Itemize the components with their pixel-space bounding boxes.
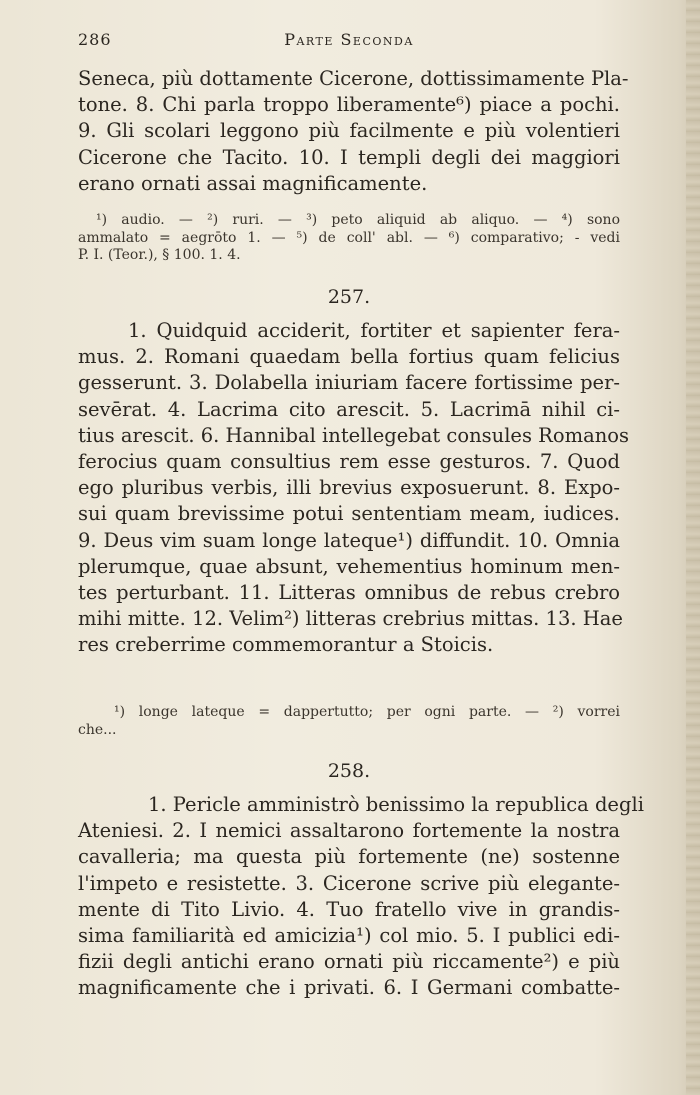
text-line: tone. 8. Chi parla troppo liberamente⁶) piace a pochi. (78, 93, 620, 117)
text-line: 9. Deus vim suam longe lateque¹) diffundit. 10. Omnia (78, 528, 620, 552)
page-number: 286 (78, 30, 112, 49)
footnote-line: P. I. (Teor.), § 100. 1. 4. (78, 247, 241, 263)
text-line: mente di Tito Livio. 4. Tuo fratello vive in grandis- (78, 897, 620, 921)
text-line: ego pluribus verbis, illi brevius exposuerunt. 8. Expo- (78, 476, 620, 500)
text-line: fizii degli antichi erano ornati più riccamente²) e più (78, 950, 620, 974)
text-line: Cicerone che Tacito. 10. I templi degli dei maggiori (78, 145, 620, 169)
page-edge (686, 0, 700, 1095)
text-line: l'impeto e resistette. 3. Cicerone scrive più elegante- (78, 871, 620, 895)
text-line: 1. Pericle amministrò benissimo la republica degli (148, 793, 644, 816)
text-line: 1. Quidquid acciderit, fortiter et sapienter fera- (128, 319, 620, 342)
text-line: tius arescit. 6. Hannibal intellegebat consules Romanos (78, 423, 630, 447)
section-258-text (78, 792, 644, 1002)
section-257-text (78, 318, 630, 659)
text-line: sevērat. 4. Lacrima cito arescit. 5. Lacrimā nihil ci- (78, 397, 620, 421)
footnote-line: ¹) longe lateque = dappertutto; per ogni parte. — ²) vorrei (114, 704, 620, 720)
section-number-258: 258. (327, 760, 371, 782)
text-line: plerumque, quae absunt, vehementius hominum men- (78, 554, 620, 578)
text-line: tes perturbant. 11. Litteras omnibus de rebus crebro (78, 581, 620, 605)
text-line: erano ornati assai magnificamente. (78, 171, 428, 195)
text-line: cavalleria; ma questa più fortemente (ne) sostenne (78, 845, 620, 869)
text-line: ferocius quam consultius rem esse gesturos. 7. Quod (78, 450, 620, 474)
text-line: Seneca, più dottamente Cicerone, dottissimamente Pla- (78, 67, 629, 90)
text-line: sima familiarità ed amicizia¹) col mio. 5. I publici edi- (78, 924, 620, 948)
text-line: gesserunt. 3. Dolabella iniuriam facere fortissime per- (78, 371, 620, 395)
text-line: mus. 2. Romani quaedam bella fortius quam felicius (78, 345, 620, 369)
text-line: Ateniesi. 2. I nemici assaltarono fortemente la nostra (78, 819, 620, 843)
running-header (78, 30, 620, 56)
footnotes-257 (78, 704, 620, 739)
running-title: Parte Seconda (284, 30, 414, 49)
section-number-257: 257. (327, 286, 371, 308)
text-line: 9. Gli scolari leggono più facilmente e più volentieri (78, 119, 620, 143)
footnote-line: ¹) audio. — ²) ruri. — ³) peto aliquid ab aliquo. — ⁴) sono (96, 212, 620, 228)
text-line: res creberrime commemorantur a Stoicis. (78, 633, 494, 657)
text-line: mihi mitte. 12. Velim²) litteras crebrius mittas. 13. Hae (78, 607, 623, 631)
footnote-line: ammalato = aegrōto 1. — ⁵) de coll' abl. — ⁶) comparativo; - vedi (78, 229, 620, 246)
text-line: sui quam brevissime potui sententiam meam, iudices. (78, 502, 620, 526)
footnote-line: che... (78, 721, 117, 738)
continuation-paragraph (78, 66, 629, 197)
text-line: magnificamente che i privati. 6. I Germani combatte- (78, 976, 620, 1000)
footnotes-block1 (78, 212, 620, 265)
